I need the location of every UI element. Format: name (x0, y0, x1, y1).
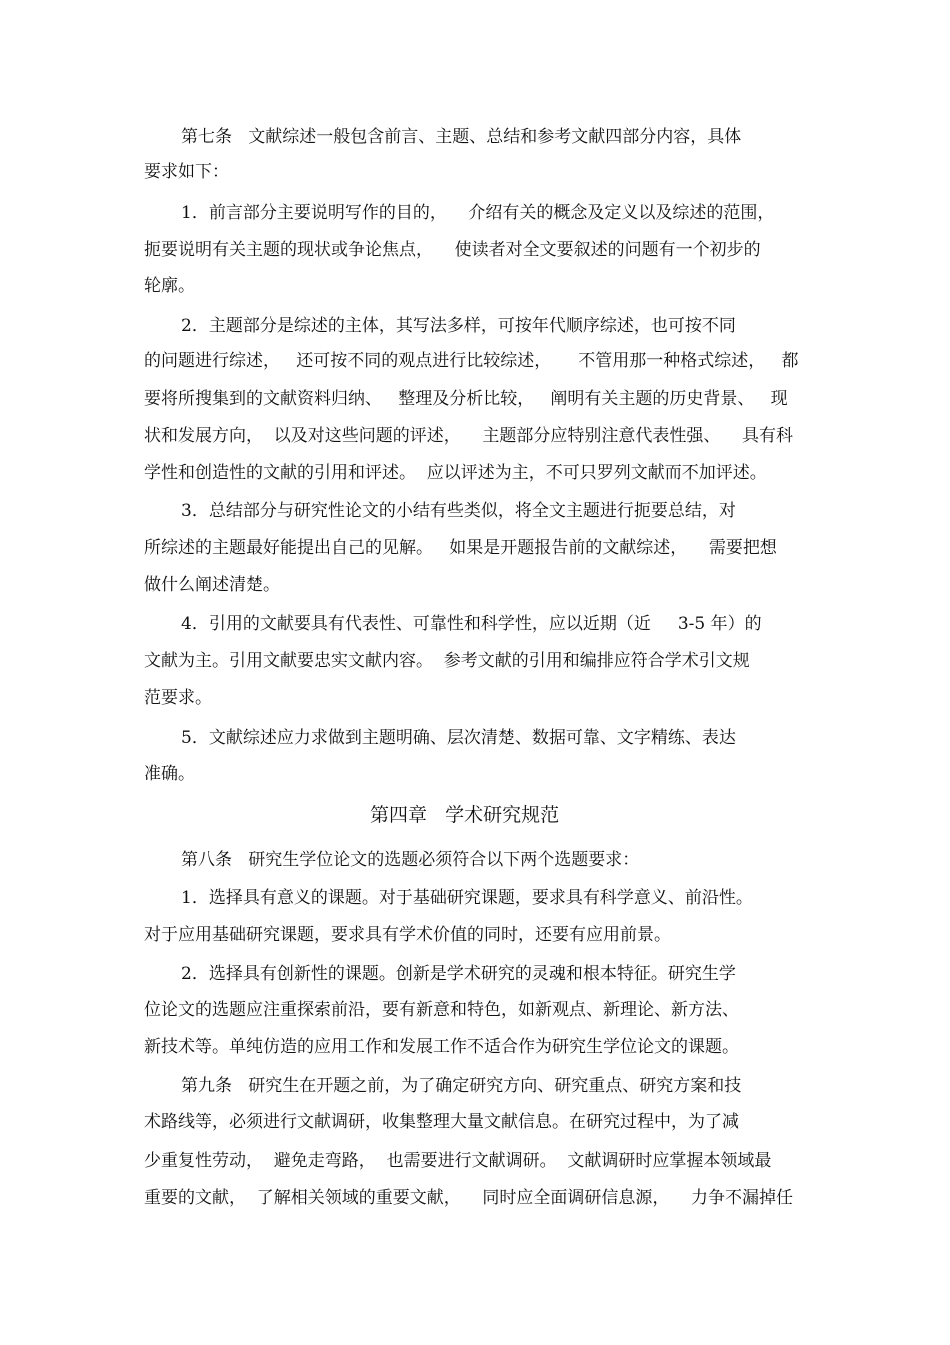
text-line: 位论文的选题应注重探索前沿，要有新意和特色，如新观点、新理论、新方法、 (144, 1000, 739, 1020)
text-line: 4．引用的文献要具有代表性、可靠性和科学性，应以近期（近 3-5 年）的 (181, 614, 762, 634)
text-line: 所综述的主题最好能提出自己的见解。 如果是开题报告前的文献综述， 需要把想 (144, 538, 777, 558)
text-line: 1．前言部分主要说明写作的目的， 介绍有关的概念及定义以及综述的范围， (181, 203, 775, 223)
text-line: 对于应用基础研究课题，要求具有学术价值的同时，还要有应用前景。 (144, 925, 671, 945)
text-line: 第八条 研究生学位论文的选题必须符合以下两个选题要求： (181, 850, 640, 870)
text-line: 状和发展方向， 以及对这些问题的评述， 主题部分应特别注意代表性强、 具有科 (144, 426, 794, 446)
text-line: 少重复性劳动， 避免走弯路， 也需要进行文献调研。 文献调研时应掌握本领域最 (144, 1151, 772, 1171)
text-line: 新技术等。单纯仿造的应用工作和发展工作不适合作为研究生学位论文的课题。 (144, 1037, 739, 1057)
text-line: 第九条 研究生在开题之前，为了确定研究方向、研究重点、研究方案和技 (181, 1076, 742, 1096)
text-line: 轮廓。 (144, 276, 195, 296)
text-line: 第七条 文献综述一般包含前言、主题、总结和参考文献四部分内容，具体 (181, 127, 742, 147)
text-line: 2．选择具有创新性的课题。创新是学术研究的灵魂和根本特征。研究生学 (181, 964, 736, 984)
text-line: 重要的文献， 了解相关领域的重要文献， 同时应全面调研信息源， 力争不漏掉任 (144, 1188, 794, 1208)
text-line: 文献为主。引用文献要忠实文献内容。 参考文献的引用和编排应符合学术引文规 (144, 651, 750, 671)
chapter-heading: 第四章 学术研究规范 (370, 804, 560, 826)
text-line: 术路线等，必须进行文献调研，收集整理大量文献信息。在研究过程中，为了减 (144, 1112, 739, 1132)
text-line: 3．总结部分与研究性论文的小结有些类似，将全文主题进行扼要总结，对 (181, 501, 736, 521)
text-line: 准确。 (144, 764, 195, 784)
text-line: 2．主题部分是综述的主体，其写法多样，可按年代顺序综述，也可按不同 (181, 316, 736, 336)
text-line: 1．选择具有意义的课题。对于基础研究课题，要求具有科学意义、前沿性。 (181, 888, 753, 908)
text-line: 做什么阐述清楚。 (144, 575, 280, 595)
text-line: 要求如下： (144, 162, 229, 182)
text-line: 扼要说明有关主题的现状或争论焦点， 使读者对全文要叙述的问题有一个初步的 (144, 240, 761, 260)
text-line: 学性和创造性的文献的引用和评述。 应以评述为主，不可只罗列文献而不加评述。 (144, 463, 767, 483)
text-line: 的问题进行综述， 还可按不同的观点进行比较综述， 不管用那一种格式综述， 都 (144, 351, 799, 371)
text-line: 5．文献综述应力求做到主题明确、层次清楚、数据可靠、文字精练、表达 (181, 728, 736, 748)
text-line: 范要求。 (144, 688, 212, 708)
text-line: 要将所搜集到的文献资料归纳、 整理及分析比较， 阐明有关主题的历史背景、 现 (144, 389, 788, 409)
